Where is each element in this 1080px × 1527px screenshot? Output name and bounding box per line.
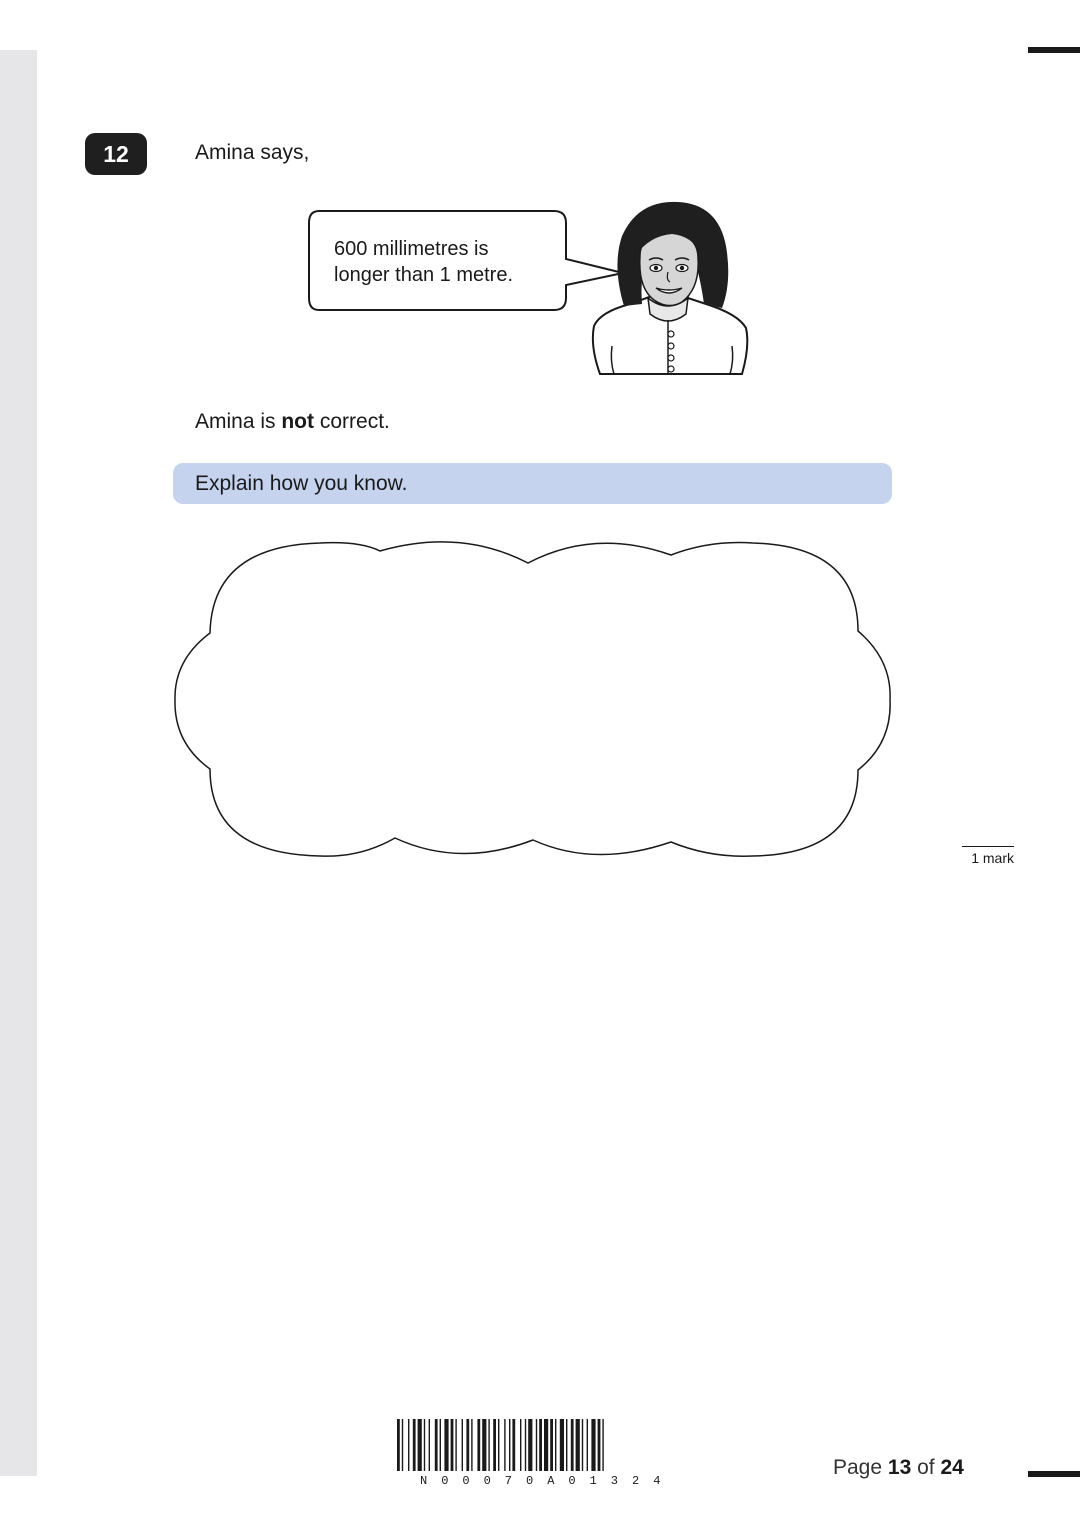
answer-cloud[interactable]: [170, 538, 896, 864]
page-of: of: [917, 1456, 935, 1479]
amina-illustration: [582, 196, 757, 378]
barcode: [393, 1419, 713, 1476]
page-margin-strip: [0, 50, 37, 1476]
page-current: 13: [887, 1456, 912, 1479]
speech-line-2: longer than 1 metre.: [334, 264, 513, 286]
statement-prefix: Amina is: [195, 410, 282, 433]
instruction-text: Explain how you know.: [195, 472, 408, 495]
speech-line-1: 600 millimetres is: [334, 238, 489, 260]
page-number: [833, 1456, 964, 1480]
statement-suffix: correct.: [314, 410, 390, 433]
statement-emphasis: not: [281, 410, 315, 433]
corner-mark-bottom: [1028, 1471, 1080, 1477]
barcode-text: N00070A01324: [420, 1474, 675, 1488]
page-word: Page: [833, 1456, 883, 1479]
page-total: 24: [940, 1456, 964, 1479]
question-intro: Amina says,: [195, 141, 310, 164]
speech-bubble-text: [334, 236, 513, 288]
instruction-banner: [173, 463, 892, 504]
question-statement: [195, 410, 390, 434]
corner-mark-top: [1028, 47, 1080, 53]
question-number: 12: [85, 133, 147, 175]
marks-label: 1 mark: [962, 846, 1014, 866]
